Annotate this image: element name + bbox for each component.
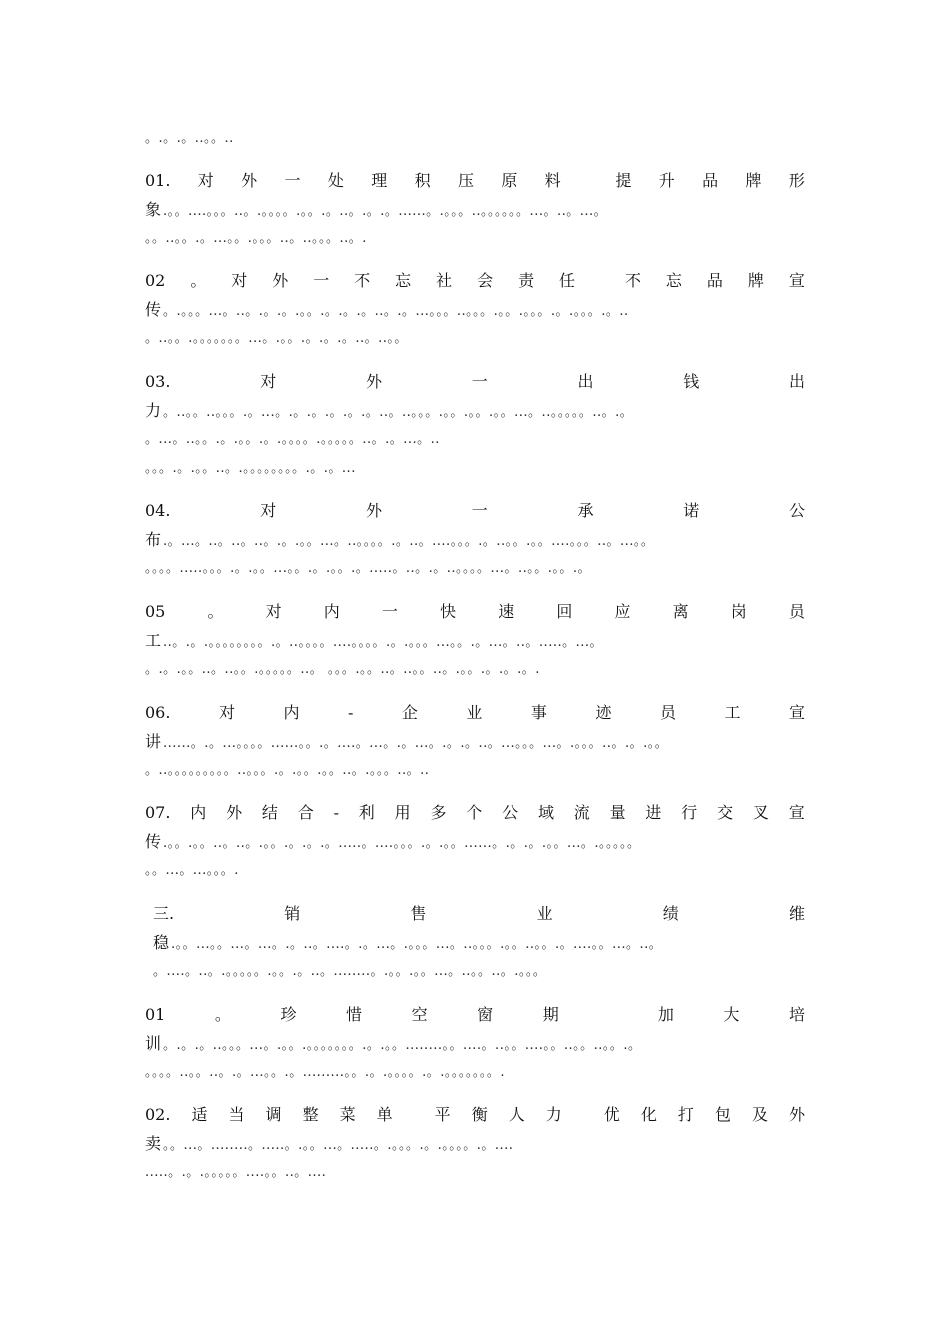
heading-token: 理 [371,171,388,190]
heading-token: 不 [354,271,371,290]
heading-token: 一 [284,171,301,190]
heading-token: 事 [530,703,547,722]
paragraph-heading [145,1100,805,1129]
heading-token: 外 [365,372,382,391]
fill-line: 。。..。。.。...。。.。。。..。..。。。..。. [145,231,367,246]
heading-token: 公 [502,803,519,822]
heading-token: 出 [577,372,594,391]
heading-token: 多 [430,803,447,822]
fill-line [145,525,805,554]
heading-token: 快 [440,602,457,621]
heading-token: 01 [145,1005,166,1024]
heading-token: 一 [471,501,488,520]
fill-line [145,626,805,655]
heading-token: 大 [723,1005,740,1024]
heading-token: 06. [145,703,171,722]
fill-text: 。.。.。..。。.. [145,131,234,146]
heading-token: 打 [677,1105,694,1124]
continuation-char: 卖 [145,1134,162,1153]
fill-text: .。...。..。..。..。.。.。。...。..。。。。.。..。....。。。.。..。。.。。....。。。..。...。。 [163,534,655,549]
heading-token: 用 [394,803,411,822]
heading-token: 一 [313,271,330,290]
continuation-char: 工 [145,631,162,650]
heading-token: 外 [241,171,258,190]
heading-token: 人 [508,1105,525,1124]
heading-token: 积 [414,171,431,190]
heading-token: 牌 [747,271,764,290]
heading-token: 牌 [745,171,762,190]
heading-token: 提 [615,171,632,190]
heading-token: 结 [261,803,278,822]
fill-text: .。。....。。。..。.。。。。.。。.。..。.。.。......。.。。。..。。。。。。...。..。...。 [163,204,608,219]
heading-token: 压 [457,171,474,190]
fill-line: .....。.。.。。。。。....。。..。.... [145,1165,327,1180]
fill-text: 。.。.。..。。。...。.。。.。。。。。。。.。.。。........。。....。..。。....。。..。。..。。.。 [163,1038,642,1053]
heading-token: 衡 [471,1105,488,1124]
heading-token: 内 [283,703,300,722]
heading-token: 力 [545,1105,562,1124]
heading-token: 进 [645,803,662,822]
heading-token: 化 [640,1105,657,1124]
heading-token: 02 [145,271,166,290]
section-heading [153,899,805,928]
heading-token: 03. [145,372,171,391]
heading-token: 对 [265,602,282,621]
heading-token: 原 [501,171,518,190]
heading-token: 企 [401,703,418,722]
continuation-char: 布 [145,530,162,549]
heading-token: 空 [411,1005,428,1024]
heading-token: 外 [272,271,289,290]
continuation-char: 讲 [145,732,162,751]
heading-token: - [333,803,339,822]
fill-line [145,295,805,324]
paragraph-03 [145,367,805,483]
heading-token: 离 [672,602,689,621]
fill-line: 。..。。.。。。。。。。...。.。。.。.。.。..。..。。 [145,331,408,346]
heading-token: 业 [466,703,483,722]
fill-text: .。。.。。..。..。.。。.。.。.。.....。....。。。.。.。。......。.。.。.。。...。.。。。。。 [163,836,641,851]
continuation-char: 力 [145,401,162,420]
paragraph-02 [145,266,805,353]
fill-line [145,827,805,856]
fill-line: 。.。.。。..。..。。.。。。。。..。 。。。.。。..。..。。..。.。。.。.。.。. [145,662,540,677]
paragraph-07 [145,798,805,885]
fill-line: 。。。。.....。。。.。.。。...。。.。.。。.。.....。..。.。..。。。。...。..。。.。。.。 [145,561,591,576]
heading-token: 应 [614,602,631,621]
top-fill-line [145,124,805,153]
heading-token: 。 [207,602,224,621]
heading-token: 外 [365,501,382,520]
heading-token: 及 [751,1105,768,1124]
paragraph-06 [145,698,805,785]
fill-text: 。..。。..。。。.。...。.。.。.。.。.。..。..。。。.。。.。。.。。...。..。。。。。..。.。 [163,405,634,420]
fill-line [145,1029,805,1058]
continuation-char: 传 [145,832,162,851]
heading-token: 宣 [788,271,805,290]
paragraph-heading [145,798,805,827]
fill-text: 。。...。........。.....。.。。...。.....。.。。。.。.。。。。.。.... [163,1138,514,1153]
paragraph-heading [145,597,805,626]
heading-token: 对 [218,703,235,722]
heading-token: 合 [297,803,314,822]
paragraph-heading [145,266,805,295]
heading-token: 售 [410,904,427,923]
heading-token: 珍 [280,1005,297,1024]
heading-token: 工 [724,703,741,722]
heading-token: 宣 [788,803,805,822]
continuation-char: 稳 [153,933,170,952]
fill-text: 。.。。。...。..。.。.。.。。.。.。.。..。.。...。。。..。。。.。。.。。。.。.。。。.。.. [163,304,629,319]
fill-line: 。....。..。.。。。。。.。。.。..。........。.。。.。。...。..。。..。.。。。 [153,964,547,979]
fill-line [145,195,805,224]
heading-token: 一 [471,372,488,391]
heading-token: 员 [659,703,676,722]
continuation-char: 传 [145,300,162,319]
continuation-char: 训 [145,1034,162,1053]
paragraph-heading [145,698,805,727]
heading-token: 惜 [346,1005,363,1024]
heading-token: 销 [284,904,301,923]
heading-token: 叉 [752,803,769,822]
heading-token: 对 [231,271,248,290]
heading-token: 适 [191,1105,208,1124]
heading-token: 宣 [788,703,805,722]
heading-token: 回 [556,602,573,621]
heading-token: 调 [265,1105,282,1124]
heading-token: 菜 [339,1105,356,1124]
heading-token: 加 [657,1005,674,1024]
heading-token: 对 [260,372,277,391]
heading-token: 。 [190,271,207,290]
heading-token: 培 [788,1005,805,1024]
heading-token: 品 [702,171,719,190]
heading-token: 不 [624,271,641,290]
paragraph-05 [145,597,805,684]
continuation-char: 象 [145,200,162,219]
fill-line: 。。。.。.。。..。.。。。。。。。。.。.。... [145,461,356,476]
heading-token: 交 [717,803,734,822]
heading-token: 单 [376,1105,393,1124]
heading-token: 包 [714,1105,731,1124]
heading-token: 诺 [683,501,700,520]
paragraph-01 [145,166,805,253]
heading-token: 处 [327,171,344,190]
heading-token: 岗 [730,602,747,621]
heading-token: 对 [260,501,277,520]
heading-token: 个 [466,803,483,822]
fill-line [145,1129,805,1158]
heading-token: 社 [436,271,453,290]
heading-token: 当 [228,1105,245,1124]
heading-token: - [347,703,354,722]
heading-token: 责 [518,271,535,290]
fill-line [145,396,805,425]
heading-token: 维 [788,904,805,923]
heading-token: 04. [145,501,171,520]
paragraph-3-02 [145,1100,805,1187]
heading-token: 业 [536,904,553,923]
heading-token: 承 [577,501,594,520]
heading-token: 05 [145,602,166,621]
paragraph-3-01 [145,1000,805,1087]
heading-token: 钱 [683,372,700,391]
heading-token: 流 [573,803,590,822]
heading-token: 01. [145,171,171,190]
heading-token: 07. [145,803,171,822]
fill-line: 。..。。。。。。。。。..。。。.。.。。.。。..。.。。。..。.. [145,763,430,778]
heading-token: 期 [542,1005,559,1024]
heading-token: 公 [788,501,805,520]
heading-token: 外 [788,1105,805,1124]
paragraph-heading [145,367,805,396]
paragraph-04 [145,496,805,583]
fill-line: 。...。..。。.。.。。.。.。。。。.。。。。。..。.。...。.. [145,432,440,447]
fill-line [145,727,805,756]
fill-text: ......。.。...。。。。......。。.。....。...。.。...。.。.。..。...。。。...。.。。。..。.。.。。 [163,736,669,751]
heading-token: 员 [788,602,805,621]
heading-token: 对 [197,171,214,190]
heading-token: 料 [544,171,561,190]
heading-token: 平 [434,1105,451,1124]
heading-token: 升 [658,171,675,190]
fill-line [153,928,805,957]
heading-token: 域 [537,803,554,822]
fill-text: ..。.。.。。。。。。。。.。..。。。。....。。。。.。.。。。...。。.。...。..。.....。...。 [163,635,603,650]
heading-token: 利 [358,803,375,822]
heading-token: 迹 [595,703,612,722]
heading-token: 。 [214,1005,231,1024]
heading-token: 品 [706,271,723,290]
heading-token: 内 [323,602,340,621]
heading-token: 忘 [665,271,682,290]
heading-token: 02. [145,1105,171,1124]
heading-token: 速 [498,602,515,621]
heading-token: 形 [788,171,805,190]
fill-line: 。。。。..。。..。.。...。。.。.........。。.。.。。。。.。.。。。。。。。. [145,1065,506,1080]
fill-line: 。。...。...。。。. [145,863,239,878]
heading-token: 量 [609,803,626,822]
heading-token: 绩 [662,904,679,923]
heading-token: 任 [559,271,576,290]
heading-token: 会 [477,271,494,290]
heading-token: 忘 [395,271,412,290]
heading-token: 出 [788,372,805,391]
heading-token: 一 [381,602,398,621]
section-three [153,899,805,986]
heading-token: 内 [190,803,207,822]
paragraph-heading [145,496,805,525]
heading-token: 三. [153,904,175,923]
heading-token: 窗 [477,1005,494,1024]
fill-text: .。。...。。...。...。.。..。....。.。...。.。。。...。..。。。.。。..。。.。....。。...。..。 [171,937,663,952]
paragraph-heading [145,1000,805,1029]
paragraph-heading [145,166,805,195]
heading-token: 行 [681,803,698,822]
heading-token: 外 [226,803,243,822]
heading-token: 优 [603,1105,620,1124]
heading-token: 整 [302,1105,319,1124]
